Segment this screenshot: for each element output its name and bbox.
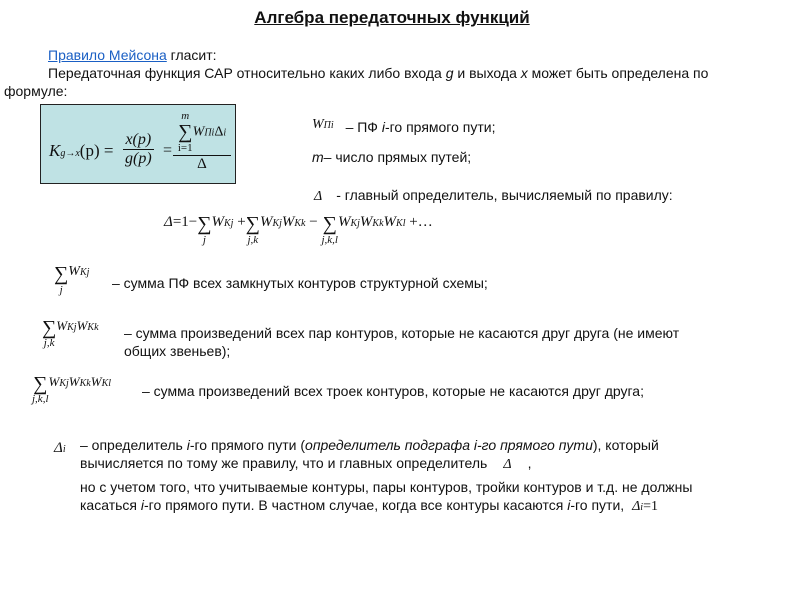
delta-symbol: Δ: [503, 457, 512, 472]
delta-symbol: Δ: [54, 440, 63, 456]
equals: =: [163, 142, 173, 159]
sum-lower: i=1: [177, 142, 193, 154]
subscript: Kj: [67, 322, 77, 333]
def-text: - главный определитель, вычисляемый по правилу:: [336, 187, 673, 203]
subscript: Kj: [224, 218, 234, 229]
delta-symbol: Δ: [632, 499, 641, 514]
sigma-icon: ∑: [42, 317, 57, 339]
ellipsis: +…: [409, 214, 433, 230]
subscript: Kj: [79, 267, 90, 278]
delta-formula: Δ=1−∑ j WKj +∑ j,k WKjWKk − ∑ j,k,l WKjWKkWKl +…: [164, 213, 433, 246]
k-symbol: K: [49, 141, 61, 160]
denominator: g(p): [125, 150, 152, 167]
sum-upper: m: [181, 110, 190, 122]
term-1-text: – сумма ПФ всех замкнутых контуров структурной схемы;: [112, 275, 488, 291]
subscript: Kj: [59, 378, 69, 389]
delta-symbol: Δ: [314, 189, 323, 204]
subscript: Kk: [372, 218, 384, 229]
sum-lower: j: [202, 234, 206, 246]
sum-lower: j,k,l: [321, 234, 338, 246]
subscript: Kk: [79, 378, 91, 389]
k-subscript: g→x: [60, 148, 80, 159]
sigma-icon: ∑: [197, 213, 212, 235]
w-subscript: Пi: [323, 120, 334, 131]
intro-line-2: [48, 64, 708, 82]
var-i: i: [381, 119, 385, 135]
sum-fraction: [173, 111, 231, 173]
delta-i-line-3: но с учетом того, что учитываемые контуры, пары контуров, тройки контуров и т.д. не должны: [80, 479, 693, 495]
sigma-icon: ∑: [178, 121, 193, 143]
text: вычисляется по тому же правилу, что и главных определитель: [80, 455, 488, 471]
sum-lower: j,k: [43, 337, 55, 349]
term-sum-jkl: ∑ j,k,l WKjWKkWKl: [32, 373, 112, 405]
subscript: Kj: [272, 218, 282, 229]
def-delta: [314, 186, 673, 206]
text: ,: [527, 455, 532, 471]
intro-text: гласит:: [166, 47, 217, 63]
text: -го прямого пути (: [189, 437, 306, 453]
delta-symbol: Δ: [214, 124, 224, 140]
def-m: [312, 148, 471, 166]
intro-line-1: [48, 46, 217, 64]
subscript: Kl: [101, 378, 112, 389]
term-2-line-2: общих звеньев);: [124, 343, 231, 359]
sigma-icon: ∑: [322, 213, 337, 235]
sum-lower: j: [59, 284, 63, 296]
def-text: – ПФ: [345, 119, 382, 135]
def-text: -го прямого пути;: [384, 119, 496, 135]
intro-line-3: формуле:: [4, 83, 68, 99]
page-title: Алгебра передаточных функций: [254, 8, 530, 27]
sigma-icon: ∑: [245, 213, 260, 235]
var-i: i: [186, 437, 190, 453]
sum-denominator: Δ: [173, 155, 231, 173]
formula-lhs: [49, 141, 113, 161]
sigma-icon: ∑: [54, 263, 69, 285]
def-w-pi: [312, 116, 496, 136]
subscript: i: [640, 502, 644, 513]
sum-lower: j,k: [247, 234, 259, 246]
term-sum-jk: ∑ j,k WKjWKk: [42, 317, 99, 349]
var-i: i: [567, 497, 571, 513]
text: -го пути,: [570, 497, 625, 513]
sum-numerator: [173, 111, 231, 154]
subscript: Kj: [350, 218, 360, 229]
delta-i-line-1: [80, 436, 659, 454]
sigma-icon: ∑: [33, 373, 48, 395]
main-formula-box: [40, 104, 236, 184]
subscript: Kl: [396, 218, 406, 229]
text: – определитель: [80, 437, 187, 453]
m-symbol: m: [312, 149, 324, 165]
subscript: Kk: [87, 322, 99, 333]
subscript: i: [62, 444, 66, 455]
mason-rule-link[interactable]: Правило Мейсона: [48, 47, 167, 63]
numerator: x(p): [123, 131, 154, 150]
delta-i-line-4: [80, 496, 658, 517]
subscript: Kk: [294, 218, 306, 229]
text: -го прямого пути. В частном случае, когда все контуры касаются: [144, 497, 568, 513]
w-symbol: W: [312, 117, 324, 132]
w-symbol: W: [192, 124, 205, 140]
term-sum-j: ∑ j WKj: [54, 263, 90, 296]
equals-one: =1: [643, 499, 658, 514]
delta-i-line-2: [80, 454, 531, 474]
var-x: x: [520, 65, 528, 81]
text: касаться: [80, 497, 141, 513]
text: ), который: [592, 437, 659, 453]
fraction-x-over-g: [123, 131, 154, 168]
intro-text: может быть определена по: [527, 65, 709, 81]
delta-subscript: i: [223, 127, 227, 139]
intro-text: и выхода: [453, 65, 521, 81]
k-arg: (p) =: [79, 141, 114, 160]
var-i: i: [140, 497, 144, 513]
w-subscript: Пi: [204, 127, 215, 139]
italic-text: определитель подграфа i-го прямого пути: [305, 437, 593, 453]
sum-lower: j,k,l: [32, 393, 49, 405]
intro-text: Передаточная функция САР относительно каких либо входа: [48, 65, 446, 81]
delta-i-symbol: [54, 440, 66, 457]
var-g: g: [445, 65, 454, 81]
term-3-text: – сумма произведений всех троек контуров, которые не касаются друг друга;: [142, 383, 644, 399]
term-2-line-1: – сумма произведений всех пар контуров, которые не касаются друг друга (не имеют: [124, 325, 680, 341]
def-text: – число прямых путей;: [323, 149, 472, 165]
